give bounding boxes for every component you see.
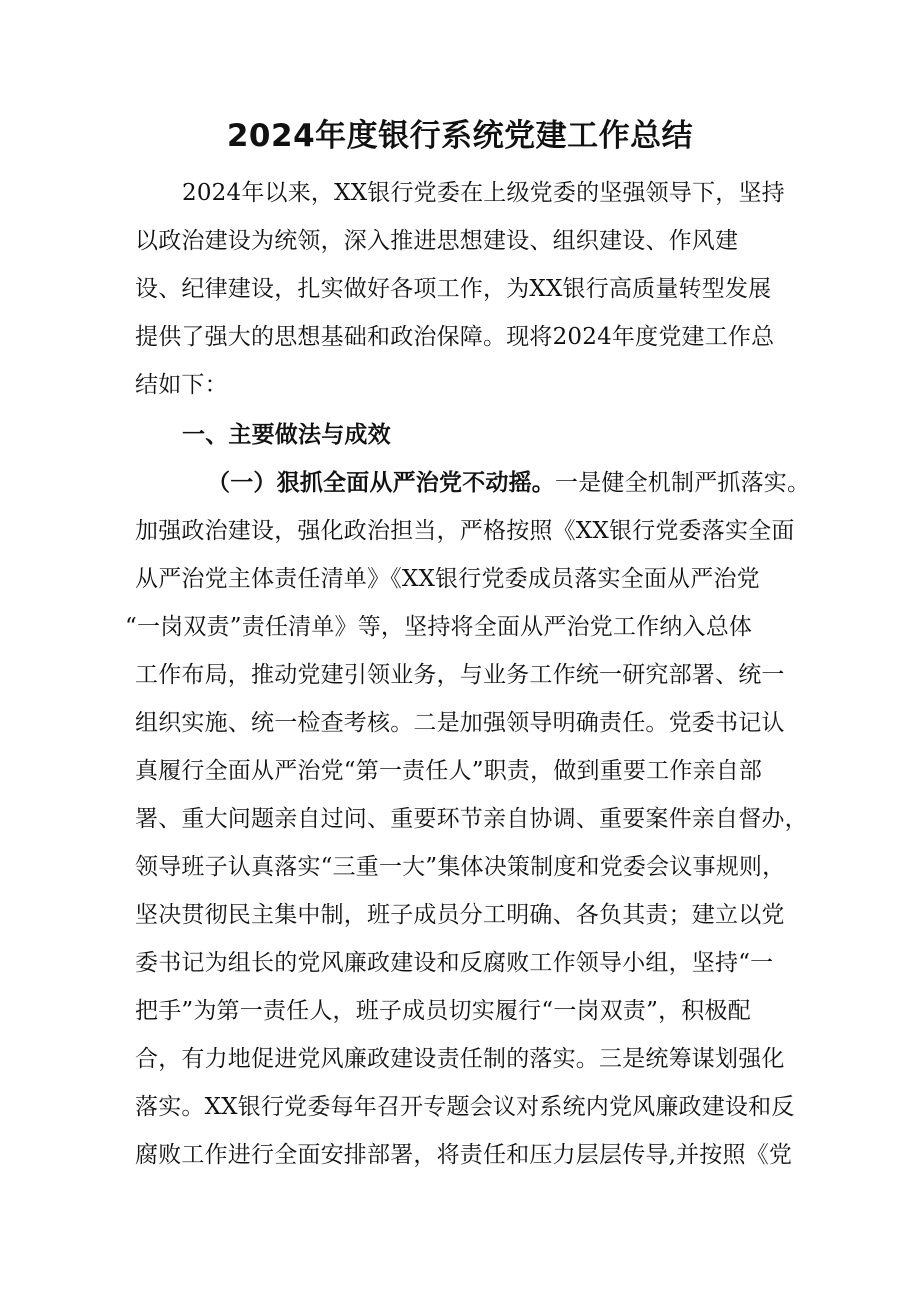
body-line: “一岗双责”责任清单》等，坚持将全面从严治党工作纳入总体 [125, 614, 753, 640]
body-line: 工作布局，推动党建引领业务，与业务工作统一研究部署、统一 [135, 662, 785, 688]
body-line: 合，有力地促进党风廉政建设责任制的落实。三是统筹谋划强化 [135, 1046, 785, 1072]
subsection-lead-line [207, 466, 810, 500]
body-line: 真履行全面从严治党“第一责任人”职责，做到重要工作亲自部 [135, 758, 763, 784]
body-line: 把手”为第一责任人，班子成员切实履行“一岗双责”，积极配 [135, 998, 751, 1024]
subsection-lead-text: 一是健全机制严抓落实。 [555, 470, 811, 496]
body-line: 落实。XX银行党委每年召开专题会议对系统内党风廉政建设和反 [135, 1094, 795, 1120]
body-line: 领导班子认真落实“三重一大”集体决策制度和党委会议事规则， [135, 854, 786, 880]
body-line: 坚决贯彻民主集中制，班子成员分工明确、各负其责；建立以党 [135, 902, 785, 928]
document-title: 2024年度银行系统党建工作总结 [226, 118, 694, 154]
body-line: 组织实施、统一检查考核。二是加强领导明确责任。党委书记认 [135, 710, 785, 736]
body-line: 腐败工作进行全面安排部署，将责任和压力层层传导,并按照《党 [135, 1142, 793, 1168]
intro-line: 以政治建设为统领，深入推进思想建设、组织建设、作风建 [135, 228, 739, 254]
subsection-heading: （一）狠抓全面从严治党不动摇。 [207, 470, 555, 496]
body-line: 署、重大问题亲自过问、重要环节亲自协调、重要案件亲自督办， [135, 806, 808, 832]
intro-line: 结如下： [135, 372, 228, 398]
section-heading: 一、主要做法与成效 [182, 422, 391, 448]
intro-line: 2024年以来，XX银行党委在上级党委的坚强领导下，坚持 [182, 180, 785, 206]
body-line: 加强政治建设，强化政治担当，严格按照《XX银行党委落实全面 [135, 518, 795, 544]
intro-line: 提供了强大的思想基础和政治保障。现将2024年度党建工作总 [135, 324, 775, 350]
body-line: 从严治党主体责任清单》《XX银行党委成员落实全面从严治党 [135, 566, 760, 592]
body-line: 委书记为组长的党风廉政建设和反腐败工作领导小组，坚持“一 [135, 950, 774, 976]
intro-line: 设、纪律建设，扎实做好各项工作，为XX银行高质量转型发展 [135, 276, 772, 302]
